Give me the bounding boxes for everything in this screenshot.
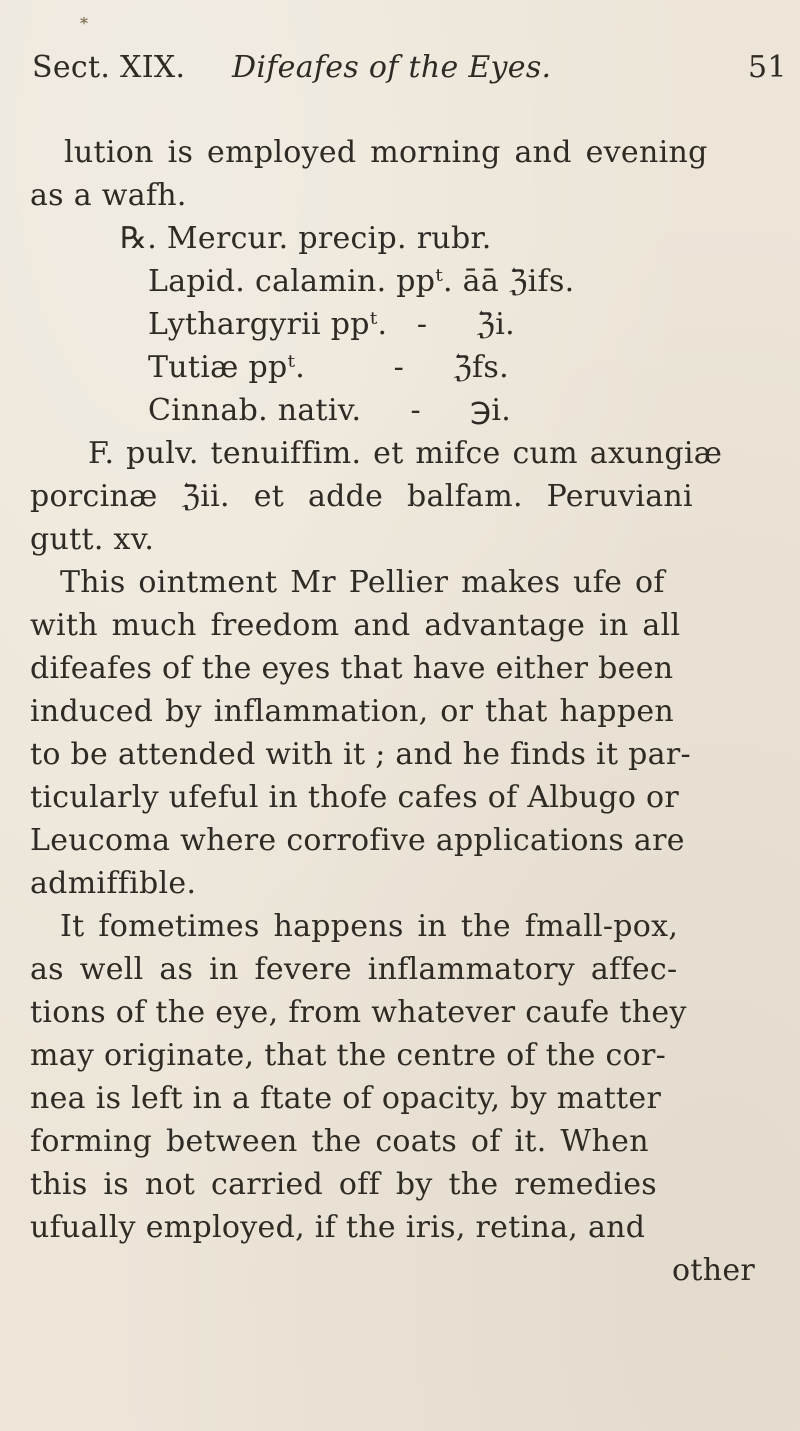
text-line: as a wafh. [30,178,187,213]
text-line: with much freedom and advantage in all [30,608,681,643]
text-line: forming between the coats of it. When [30,1124,649,1159]
text-line: Leucoma where corrofive applications are [30,823,685,858]
text-line: porcinæ ℨii. et adde balfam. Peruviani [30,479,693,514]
prescription-line: ℞. Mercur. precip. rubr. [120,221,492,256]
text-line: lution is employed morning and evening [64,135,708,170]
text-line: ufually employed, if the iris, retina, and [30,1210,646,1245]
page-number: 51 [748,50,787,85]
catchword: other [672,1253,756,1288]
text-line: This ointment Mr Pellier makes ufe of [60,565,665,600]
ornament-mark: * [80,14,88,33]
prescription-line: Lythargyrii ppᵗ. - ℨi. [148,307,515,342]
text-line: admiffible. [30,866,197,901]
prescription-line: Tutiæ ppᵗ. - ℨfs. [148,350,509,385]
text-line: gutt. xv. [30,522,155,557]
text-line: nea is left in a ftate of opacity, by matter [30,1081,662,1116]
text-line: tions of the eye, from whatever caufe they [30,995,687,1030]
text-line: It fometimes happens in the fmall-pox, [60,909,679,944]
text-line: may originate, that the centre of the cor- [30,1038,667,1073]
text-line: difeafes of the eyes that have either been [30,651,674,686]
prescription-line: Cinnab. nativ. - ℈i. [148,393,512,428]
text-line: ticularly ufeful in thofe cafes of Albugo or [30,780,680,815]
running-title: Difeafes of the Eyes. [232,50,552,85]
prescription-line: Lapid. calamin. ppᵗ. āā ℨifs. [148,264,575,299]
text-line: this is not carried off by the remedies [30,1167,657,1202]
text-line: to be attended with it ; and he finds it par- [30,737,691,772]
text-line: as well as in fevere inflammatory affec- [30,952,678,987]
section-label: Sect. XIX. [32,50,186,85]
text-line: induced by inflammation, or that happen [30,694,674,729]
text-line: F. pulv. tenuiffim. et mifce cum axungiæ [88,436,723,471]
